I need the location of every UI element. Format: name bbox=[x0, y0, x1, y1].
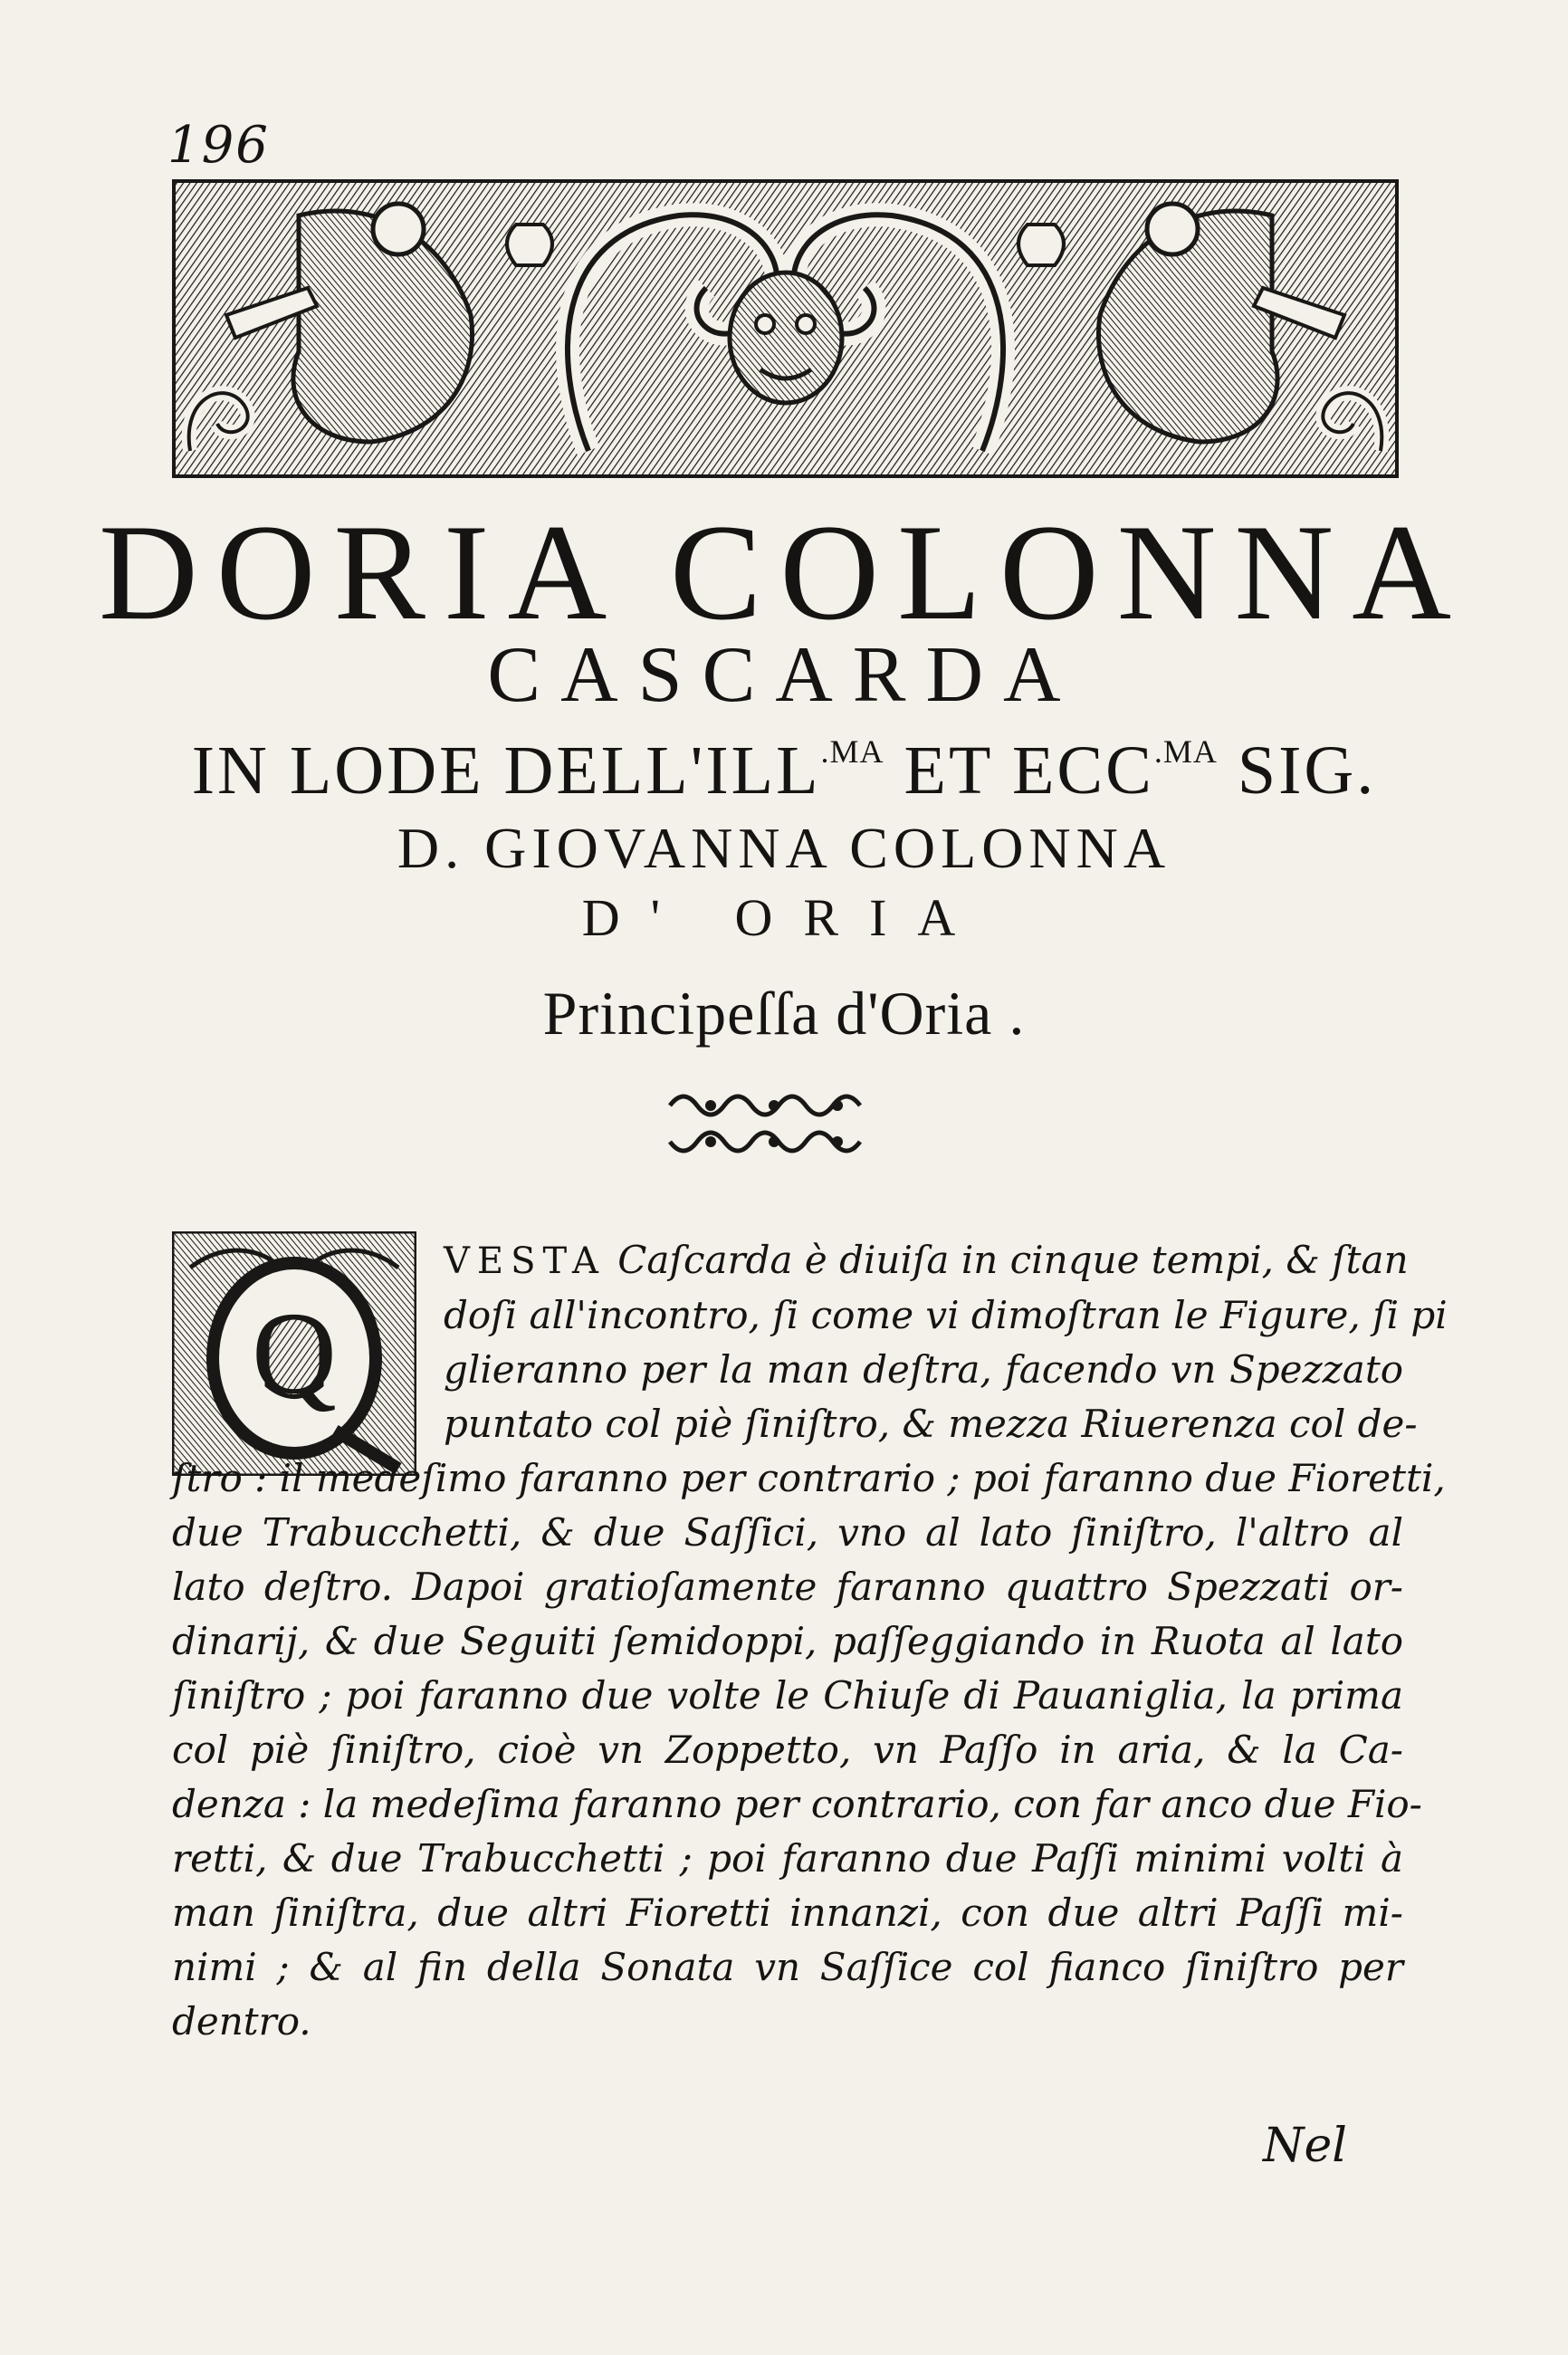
body-line-1-text: Caſcarda è diuiſa in cinque tempi, & ſtan bbox=[617, 1238, 1409, 1282]
dedication-superscript-2: .MA bbox=[1153, 733, 1218, 770]
body-line-4: puntato col piè ſiniſtro, & mezza Riuerenza col de- bbox=[444, 1402, 1418, 1446]
body-line-5: ſtro : il medeſimo faranno per contrario ; poi faranno due Fioretti, bbox=[172, 1456, 1446, 1500]
initial-letter: Q bbox=[252, 1288, 337, 1419]
title-principessa: Principeſſa d'Oria . bbox=[542, 979, 1026, 1048]
body-line-11: denza : la medeſima faranno per contrario, con far anco due Fio- bbox=[172, 1782, 1422, 1826]
body-line-13: man ſiniſtra, due altri Fioretti innanzi, con due altri Paſſi mi- bbox=[172, 1891, 1403, 1935]
title-cascarda: CASCARDA bbox=[487, 631, 1081, 719]
body-line-6: due Trabucchetti, & due Saſſici, vno al lato ſiniſtro, l'altro al bbox=[172, 1510, 1403, 1555]
dedication-superscript-1: .MA bbox=[820, 733, 884, 770]
dedication-part-1: IN LODE DELL'ILL bbox=[191, 732, 821, 809]
body-line-12: retti, & due Trabucchetti ; poi faranno due Paſſi minimi volti à bbox=[172, 1836, 1403, 1881]
body-line-10: col piè ſiniſtro, cioè vn Zoppetto, vn Paſſo in aria, & la Ca- bbox=[172, 1728, 1403, 1772]
body-line-9: ſiniſtro ; poi faranno due volte le Chiuſe di Pauaniglia, la prima bbox=[172, 1673, 1403, 1718]
title-doria-colonna: DORIA COLONNA bbox=[99, 496, 1469, 648]
body-line-8: dinarij, & due Seguiti ſemidoppi, paſſeggiando in Ruota al lato bbox=[172, 1619, 1403, 1663]
body-line-7: lato deſtro. Dapoi gratioſamente faranno quattro Spezzati or- bbox=[172, 1565, 1403, 1609]
dedication-part-2: ET ECC bbox=[884, 732, 1154, 809]
lead-word: VESTA bbox=[444, 1240, 606, 1282]
body-line-3: glieranno per la man deſtra, facendo vn Spezzato bbox=[444, 1347, 1403, 1392]
body-line-1 bbox=[444, 1233, 1409, 1288]
dedication-part-3: SIG. bbox=[1217, 732, 1377, 809]
title-dedication bbox=[0, 732, 1568, 810]
woodcut-headpiece-ornament bbox=[172, 179, 1399, 478]
body-line-15: dentro. bbox=[172, 1999, 311, 2044]
title-doria: D' ORIA bbox=[581, 888, 987, 947]
body-line-2: doſi all'incontro, ſi come vi dimoſtran le Figure, ſi pi bbox=[444, 1293, 1448, 1337]
fleuron-ornament bbox=[661, 1083, 887, 1164]
title-giovanna-colonna: D. GIOVANNA COLONNA bbox=[397, 816, 1171, 880]
body-line-14: nimi ; & al fin della Sonata vn Saſſice col fianco ſiniſtro per bbox=[172, 1945, 1403, 1989]
page-number: 196 bbox=[167, 116, 270, 175]
body-text bbox=[172, 1233, 1448, 2049]
catchword: Nel bbox=[1263, 2119, 1347, 2173]
